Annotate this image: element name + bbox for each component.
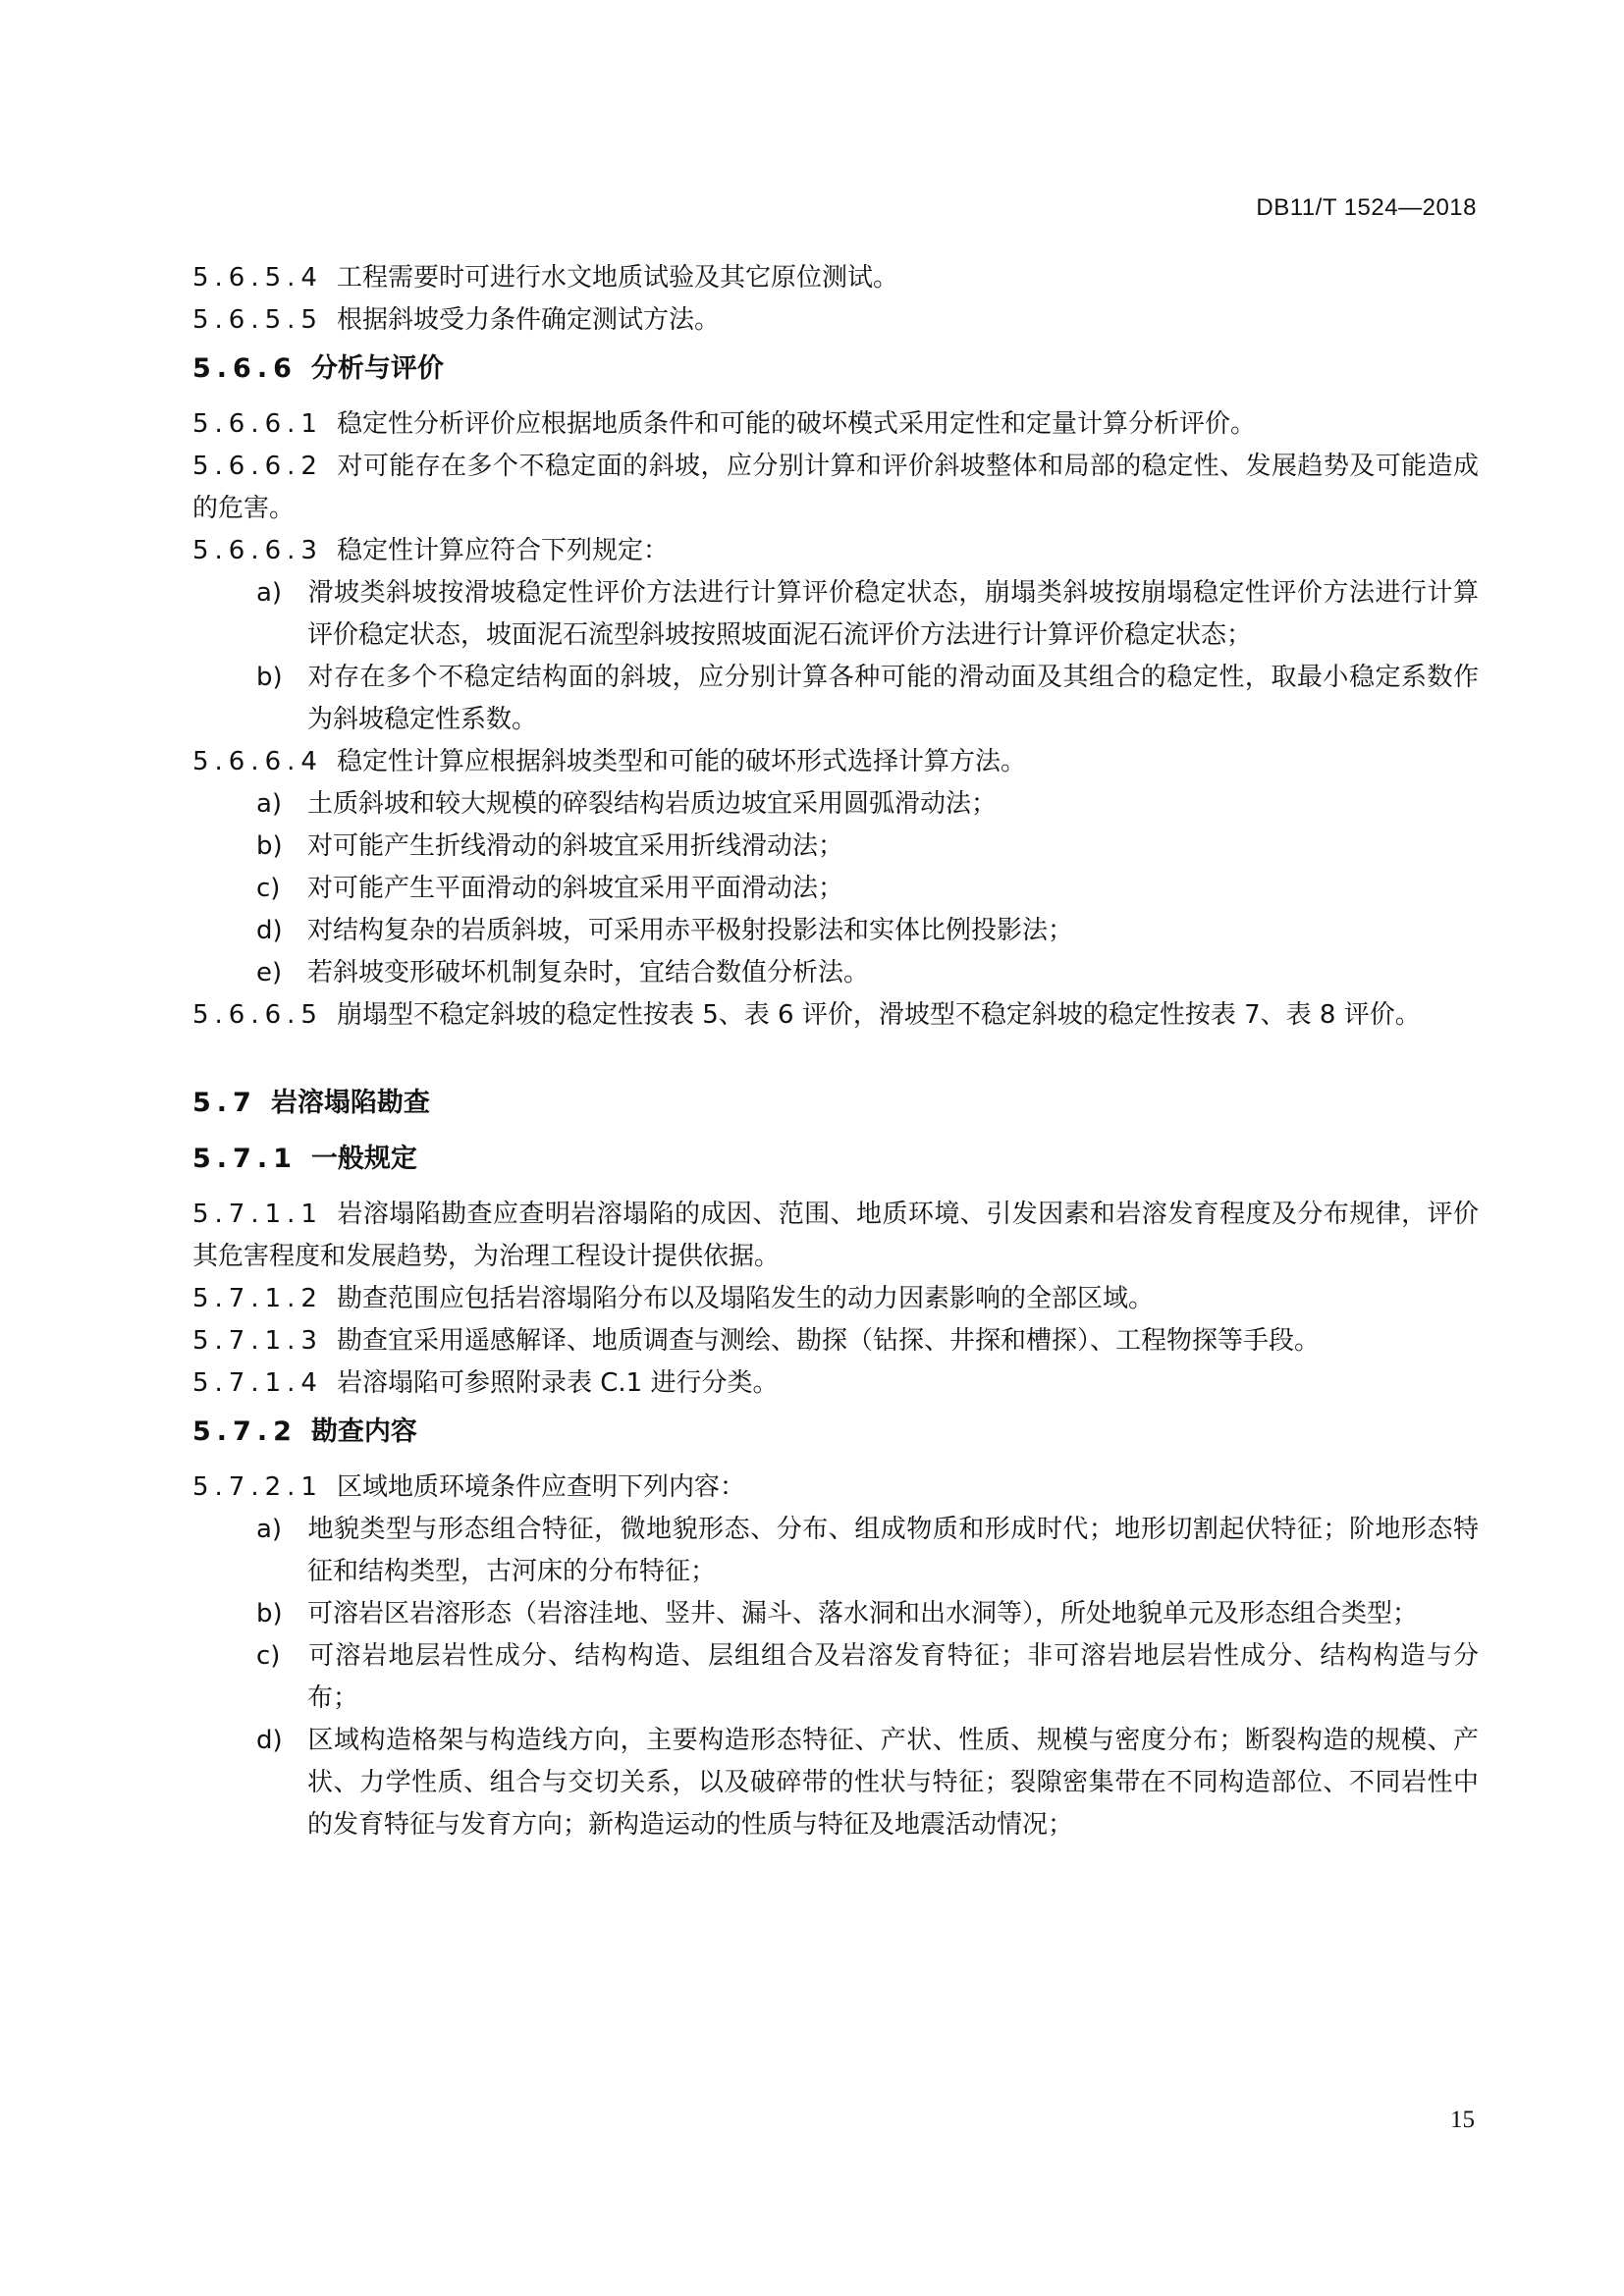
- clause-paragraph: [192, 257, 1479, 299]
- list-item: [192, 1593, 1479, 1635]
- list-item: [192, 1509, 1479, 1593]
- list-item: [192, 1720, 1479, 1846]
- clause-text: 勘查宜采用遥感解译、地质调查与测绘、勘探（钻探、井探和槽探）、工程物探等手段。: [336, 1326, 1320, 1356]
- page-number: 15: [1450, 2107, 1475, 2133]
- clause-number: 5.6.6: [192, 353, 298, 384]
- clause-text: 可溶岩区岩溶形态（岩溶洼地、竖井、漏斗、落水洞和出水洞等），所处地貌单元及形态组合类型；: [307, 1599, 1419, 1629]
- clause-number: 5.6.5.5: [192, 305, 323, 335]
- clause-text: 工程需要时可进行水文地质试验及其它原位测试。: [336, 263, 898, 293]
- document-code-header: DB11/T 1524—2018: [1256, 194, 1477, 221]
- clause-text: 对可能产生平面滑动的斜坡宜采用平面滑动法；: [307, 874, 844, 903]
- clause-paragraph: [192, 403, 1479, 446]
- clause-paragraph: [192, 1278, 1479, 1320]
- clause-paragraph: [192, 741, 1479, 783]
- clause-text: 滑坡类斜坡按滑坡稳定性评价方法进行计算评价稳定状态，崩塌类斜坡按崩塌稳定性评价方法进行计算评价稳定状态，坡面泥石流型斜坡按照坡面泥石流评价方法进行计算评价稳定状态；: [307, 578, 1479, 650]
- list-item-label: a): [256, 789, 283, 819]
- section-heading: [192, 1082, 1479, 1124]
- clause-text: 岩溶塌陷勘查应查明岩溶塌陷的成因、范围、地质环境、引发因素和岩溶发育程度及分布规律，评价其危害程度和发展趋势，为治理工程设计提供依据。: [192, 1200, 1479, 1271]
- clause-paragraph: [192, 1362, 1479, 1405]
- clause-text: 勘查内容: [310, 1416, 417, 1447]
- list-item-label: c): [256, 874, 281, 903]
- clause-number: 5.7.1.1: [192, 1200, 323, 1229]
- clause-paragraph: [192, 994, 1479, 1037]
- list-item: [192, 952, 1479, 994]
- clause-number: 5.7: [192, 1088, 257, 1118]
- clause-paragraph: [192, 1467, 1479, 1509]
- clause-number: 5.7.1: [192, 1144, 298, 1174]
- clause-number: 5.6.6.4: [192, 747, 323, 776]
- section-heading: [192, 1411, 1479, 1453]
- clause-number: 5.6.6.1: [192, 409, 323, 439]
- clause-number: 5.6.6.5: [192, 1000, 323, 1030]
- list-item-label: a): [256, 1515, 283, 1544]
- list-item-label: d): [256, 1726, 283, 1755]
- list-item: [192, 572, 1479, 657]
- clause-text: 根据斜坡受力条件确定测试方法。: [336, 305, 720, 335]
- clause-text: 对可能存在多个不稳定面的斜坡，应分别计算和评价斜坡整体和局部的稳定性、发展趋势及可能造成的危害。: [192, 452, 1479, 523]
- clause-number: 5.6.5.4: [192, 263, 323, 293]
- clause-text: 岩溶塌陷可参照附录表 C.1 进行分类。: [336, 1368, 779, 1398]
- document-body: [192, 257, 1479, 1846]
- list-item-label: b): [256, 831, 283, 861]
- clause-text: 对结构复杂的岩质斜坡，可采用赤平极射投影法和实体比例投影法；: [307, 916, 1074, 945]
- clause-text: 区域构造格架与构造线方向，主要构造形态特征、产状、性质、规模与密度分布；断裂构造的规模、产状、力学性质、组合与交切关系，以及破碎带的性状与特征；裂隙密集带在不同构造部位、不同岩性中的发育特征与发育方向；新构造运动的性质与特征及地震活动情况；: [307, 1726, 1479, 1840]
- clause-text: 地貌类型与形态组合特征，微地貌形态、分布、组成物质和形成时代；地形切割起伏特征；阶地形态特征和结构类型，古河床的分布特征；: [307, 1515, 1479, 1586]
- clause-text: 稳定性计算应根据斜坡类型和可能的破坏形式选择计算方法。: [336, 747, 1026, 776]
- clause-text: 对可能产生折线滑动的斜坡宜采用折线滑动法；: [307, 831, 844, 861]
- clause-text: 崩塌型不稳定斜坡的稳定性按表 5、表 6 评价，滑坡型不稳定斜坡的稳定性按表 7、表 8 评价。: [336, 1000, 1421, 1030]
- clause-number: 5.7.1.4: [192, 1368, 323, 1398]
- clause-text: 可溶岩地层岩性成分、结构构造、层组组合及岩溶发育特征；非可溶岩地层岩性成分、结构构造与分布；: [307, 1641, 1479, 1713]
- list-item: [192, 657, 1479, 741]
- list-item-label: c): [256, 1641, 281, 1671]
- clause-paragraph: [192, 299, 1479, 342]
- section-heading: [192, 347, 1479, 390]
- clause-number: 5.7.2: [192, 1416, 298, 1447]
- clause-text: 若斜坡变形破坏机制复杂时，宜结合数值分析法。: [307, 958, 870, 988]
- list-item-label: a): [256, 578, 283, 608]
- clause-paragraph: [192, 1320, 1479, 1362]
- list-item-label: d): [256, 916, 283, 945]
- list-item: [192, 826, 1479, 868]
- list-item-label: b): [256, 1599, 283, 1629]
- section-spacer: [192, 1037, 1479, 1076]
- clause-text: 稳定性分析评价应根据地质条件和可能的破坏模式采用定性和定量计算分析评价。: [336, 409, 1256, 439]
- clause-number: 5.6.6.2: [192, 452, 323, 481]
- clause-paragraph: [192, 446, 1479, 530]
- list-item: [192, 910, 1479, 952]
- clause-number: 5.7.2.1: [192, 1472, 323, 1502]
- clause-text: 稳定性计算应符合下列规定：: [336, 536, 669, 565]
- list-item-label: b): [256, 663, 283, 692]
- clause-text: 对存在多个不稳定结构面的斜坡，应分别计算各种可能的滑动面及其组合的稳定性，取最小稳定系数作为斜坡稳定性系数。: [307, 663, 1479, 734]
- list-item-label: e): [256, 958, 283, 988]
- list-item: [192, 1635, 1479, 1720]
- clause-paragraph: [192, 530, 1479, 572]
- clause-number: 5.7.1.2: [192, 1284, 323, 1313]
- clause-paragraph: [192, 1194, 1479, 1278]
- list-item: [192, 783, 1479, 826]
- clause-text: 区域地质环境条件应查明下列内容：: [336, 1472, 745, 1502]
- clause-text: 岩溶塌陷勘查: [270, 1088, 430, 1118]
- clause-text: 勘查范围应包括岩溶塌陷分布以及塌陷发生的动力因素影响的全部区域。: [336, 1284, 1154, 1313]
- list-item: [192, 868, 1479, 910]
- clause-text: 一般规定: [310, 1144, 417, 1174]
- clause-text: 土质斜坡和较大规模的碎裂结构岩质边坡宜采用圆弧滑动法；: [307, 789, 998, 819]
- clause-number: 5.7.1.3: [192, 1326, 323, 1356]
- clause-text: 分析与评价: [310, 353, 444, 384]
- section-heading: [192, 1138, 1479, 1180]
- clause-number: 5.6.6.3: [192, 536, 323, 565]
